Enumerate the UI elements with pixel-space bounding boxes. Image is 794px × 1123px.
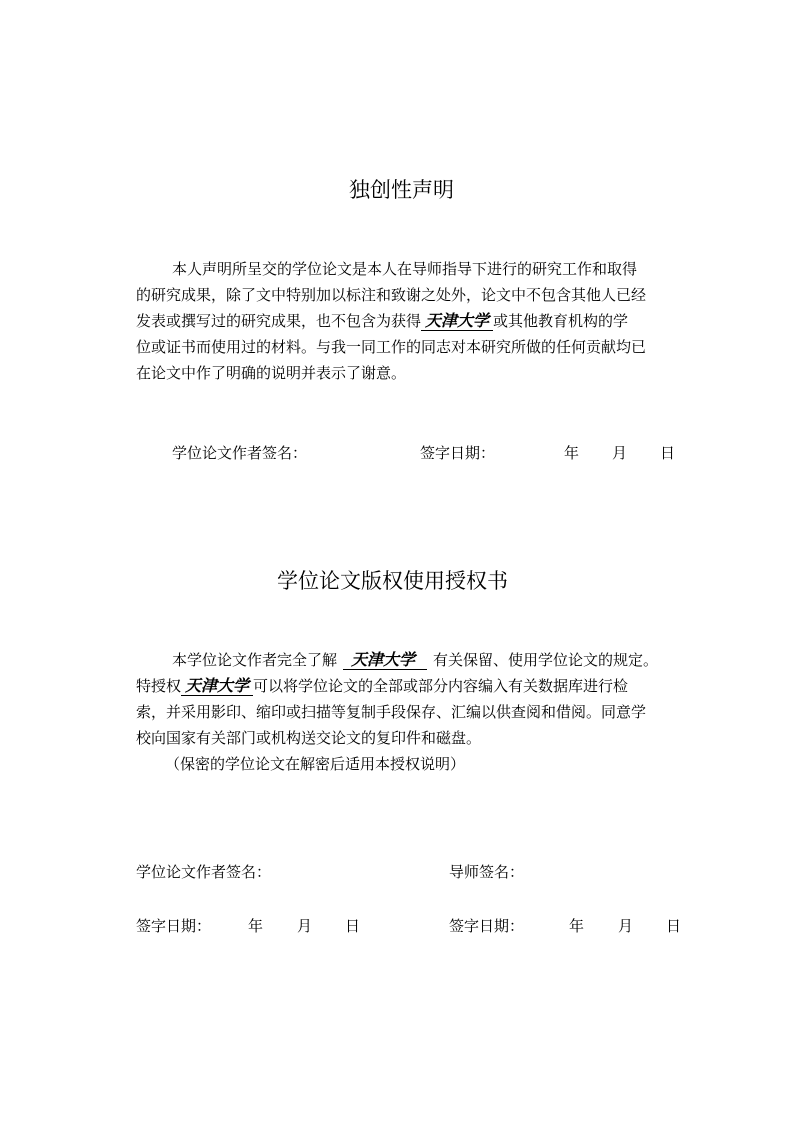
authorization-line-2-before: 特授权 [136, 677, 182, 695]
declaration-year: 年 [564, 444, 580, 462]
author-day: 日 [345, 917, 361, 935]
declaration-month: 月 [612, 444, 628, 462]
declaration-line-1: 本人声明所呈交的学位论文是本人在导师指导下进行的研究工作和取得 [172, 260, 638, 278]
university-name-handwritten: 天津大学 [343, 651, 427, 670]
authorization-line-2-after: 可以将学位论文的全部或部分内容编入有关数据库进行检 [253, 677, 629, 695]
authorization-line-2 [136, 673, 628, 700]
authorization-line-3: 索，并采用影印、缩印或扫描等复制手段保存、汇编以供查阅和借阅。同意学 [136, 703, 647, 721]
advisor-month: 月 [618, 917, 634, 935]
author-year: 年 [248, 917, 264, 935]
declaration-day: 日 [660, 444, 676, 462]
university-name-handwritten: 天津大学 [181, 677, 253, 696]
authorization-title: 学位论文版权使用授权书 [277, 569, 508, 593]
declaration-line-4: 位或证书而使用过的材料。与我一同工作的同志对本研究所做的任何贡献均已 [136, 338, 647, 356]
declaration-line-2: 的研究成果，除了文中特别加以标注和致谢之处外，论文中不包含其他人已经 [136, 286, 647, 304]
advisor-signature-label: 导师签名： [449, 863, 525, 881]
authorization-author-signature-label: 学位论文作者签名： [136, 863, 272, 881]
advisor-sign-date-label: 签字日期： [449, 917, 525, 935]
declaration-sign-date-label: 签字日期： [420, 444, 496, 462]
authorization-line-1-after: 有关保留、使用学位论文的规定。 [433, 651, 659, 669]
declaration-title: 独创性声明 [349, 178, 454, 202]
advisor-day: 日 [666, 917, 682, 935]
author-month: 月 [297, 917, 313, 935]
authorization-line-1-before: 本学位论文作者完全了解 [172, 651, 338, 669]
advisor-year: 年 [569, 917, 585, 935]
declaration-line-3-before: 发表或撰写过的研究成果，也不包含为获得 [136, 312, 422, 330]
declaration-line-5: 在论文中作了明确的说明并表示了谢意。 [136, 364, 407, 382]
author-sign-date-label: 签字日期： [136, 917, 212, 935]
declaration-author-signature-label: 学位论文作者签名： [172, 444, 308, 462]
university-name-handwritten: 天津大学 [421, 312, 493, 331]
authorization-line-4: 校向国家有关部门或机构送交论文的复印件和磁盘。 [136, 729, 482, 747]
declaration-line-3-after: 或其他教育机构的学 [493, 312, 629, 330]
authorization-line-1 [172, 647, 658, 674]
declaration-line-3 [136, 308, 628, 335]
authorization-note: （保密的学位论文在解密后适用本授权说明） [165, 755, 466, 773]
